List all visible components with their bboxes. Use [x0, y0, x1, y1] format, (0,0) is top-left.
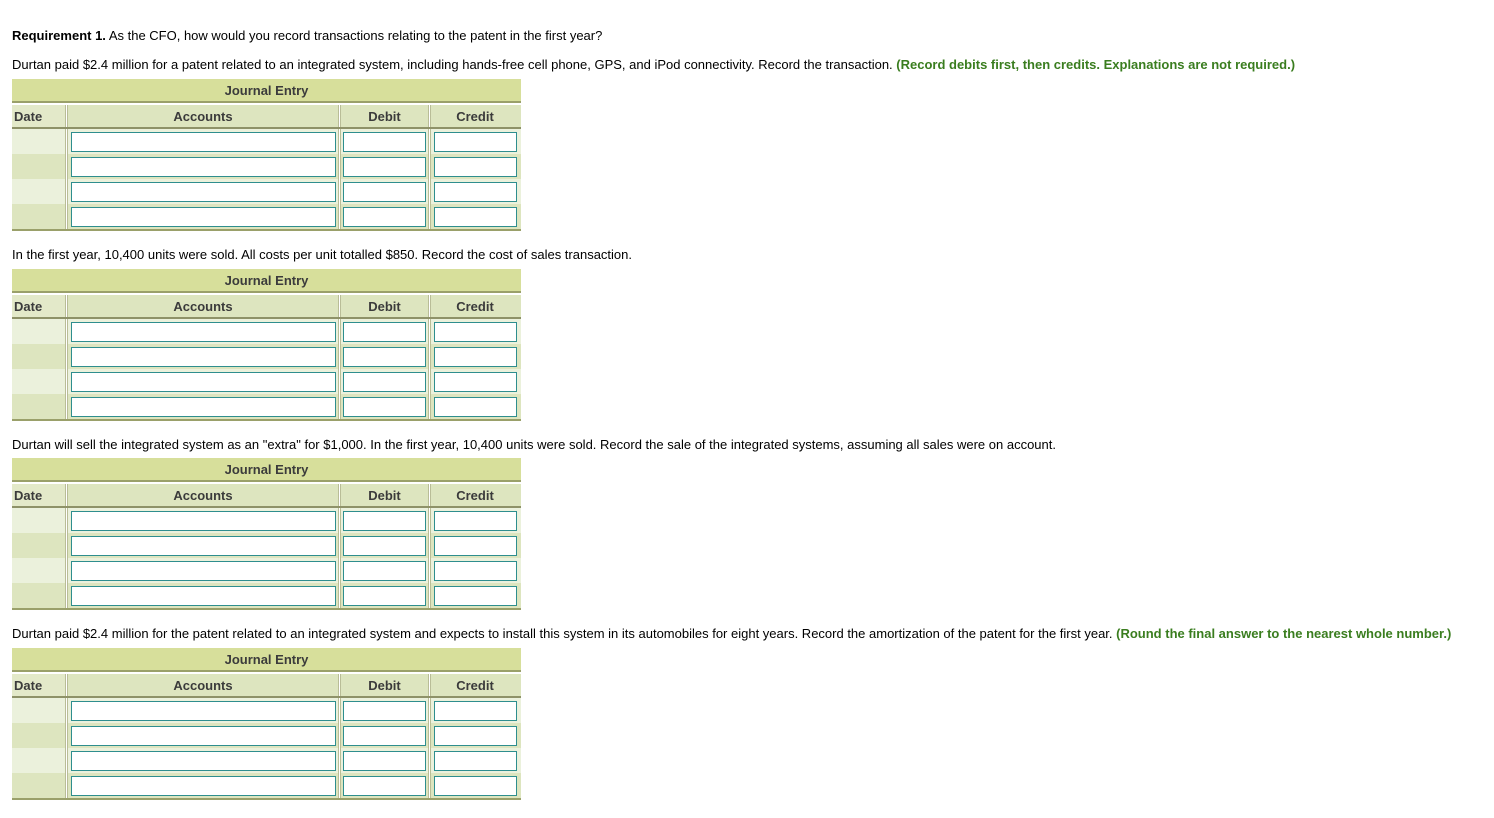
requirement-heading	[12, 28, 602, 44]
debit-cell	[341, 583, 428, 608]
credit-input[interactable]	[434, 726, 517, 746]
col-accounts-header: Accounts	[173, 109, 233, 124]
credit-input[interactable]	[434, 776, 517, 796]
prompt-2	[12, 247, 632, 263]
credit-cell	[431, 319, 519, 344]
date-cell[interactable]	[12, 369, 65, 394]
credit-input[interactable]	[434, 372, 517, 392]
debit-input[interactable]	[343, 726, 426, 746]
account-input[interactable]	[71, 157, 336, 177]
journal-row	[12, 723, 521, 748]
journal-row	[12, 583, 521, 608]
credit-input[interactable]	[434, 207, 517, 227]
col-credit-header: Credit	[456, 109, 494, 124]
debit-cell	[341, 723, 428, 748]
credit-cell	[431, 394, 519, 419]
account-cell	[68, 583, 338, 608]
col-debit-header: Debit	[368, 299, 401, 314]
credit-cell	[431, 723, 519, 748]
date-cell[interactable]	[12, 533, 65, 558]
credit-cell	[431, 508, 519, 533]
journal-entry-table-4	[12, 648, 521, 800]
col-debit-header: Debit	[368, 678, 401, 693]
journal-entry-table-3	[12, 458, 521, 610]
journal-entry-table-1	[12, 79, 521, 231]
account-input[interactable]	[71, 372, 336, 392]
credit-cell	[431, 748, 519, 773]
credit-cell	[431, 154, 519, 179]
col-date-header: Date	[12, 674, 65, 696]
credit-cell	[431, 773, 519, 798]
account-cell	[68, 533, 338, 558]
journal-row	[12, 154, 521, 179]
date-cell[interactable]	[12, 319, 65, 344]
debit-input[interactable]	[343, 207, 426, 227]
journal-row	[12, 319, 521, 344]
journal-row	[12, 369, 521, 394]
account-cell	[68, 394, 338, 419]
credit-cell	[431, 583, 519, 608]
account-input[interactable]	[71, 347, 336, 367]
account-input[interactable]	[71, 132, 336, 152]
debit-input[interactable]	[343, 322, 426, 342]
account-cell	[68, 723, 338, 748]
account-input[interactable]	[71, 536, 336, 556]
date-cell[interactable]	[12, 723, 65, 748]
account-input[interactable]	[71, 561, 336, 581]
debit-cell	[341, 748, 428, 773]
account-input[interactable]	[71, 397, 336, 417]
credit-cell	[431, 369, 519, 394]
journal-entry-title: Journal Entry	[12, 458, 521, 482]
debit-input[interactable]	[343, 347, 426, 367]
account-cell	[68, 344, 338, 369]
date-cell[interactable]	[12, 698, 65, 723]
debit-cell	[341, 204, 428, 229]
journal-row	[12, 204, 521, 229]
account-input[interactable]	[71, 182, 336, 202]
debit-cell	[341, 508, 428, 533]
account-cell	[68, 558, 338, 583]
journal-row	[12, 698, 521, 723]
col-credit-header: Credit	[456, 678, 494, 693]
credit-cell	[431, 129, 519, 154]
col-credit-header: Credit	[456, 299, 494, 314]
account-cell	[68, 204, 338, 229]
account-input[interactable]	[71, 322, 336, 342]
journal-row	[12, 394, 521, 419]
account-cell	[68, 369, 338, 394]
journal-entry-title: Journal Entry	[12, 79, 521, 103]
account-cell	[68, 129, 338, 154]
col-date-header: Date	[12, 295, 65, 317]
credit-input[interactable]	[434, 701, 517, 721]
debit-cell	[341, 698, 428, 723]
journal-row	[12, 508, 521, 533]
journal-header-row	[12, 295, 521, 319]
credit-input[interactable]	[434, 536, 517, 556]
col-credit-header: Credit	[456, 488, 494, 503]
col-accounts-header: Accounts	[173, 678, 233, 693]
credit-input[interactable]	[434, 182, 517, 202]
account-cell	[68, 773, 338, 798]
date-cell[interactable]	[12, 154, 65, 179]
debit-input[interactable]	[343, 372, 426, 392]
account-cell	[68, 508, 338, 533]
prompt-3	[12, 437, 1056, 453]
journal-entry-table-2	[12, 269, 521, 421]
credit-input[interactable]	[434, 347, 517, 367]
debit-input[interactable]	[343, 586, 426, 606]
journal-row	[12, 129, 521, 154]
date-cell[interactable]	[12, 748, 65, 773]
debit-cell	[341, 558, 428, 583]
account-input[interactable]	[71, 511, 336, 531]
account-cell	[68, 698, 338, 723]
account-input[interactable]	[71, 207, 336, 227]
journal-header-row	[12, 105, 521, 129]
debit-input[interactable]	[343, 397, 426, 417]
credit-input[interactable]	[434, 511, 517, 531]
journal-row	[12, 179, 521, 204]
prompt-4	[12, 626, 1451, 642]
journal-row	[12, 558, 521, 583]
journal-header-row	[12, 484, 521, 508]
debit-input[interactable]	[343, 182, 426, 202]
date-cell[interactable]	[12, 508, 65, 533]
date-cell[interactable]	[12, 583, 65, 608]
credit-cell	[431, 344, 519, 369]
requirement-text: As the CFO, how would you record transactions relating to the patent in the first year?	[105, 28, 603, 43]
col-accounts-header: Accounts	[173, 299, 233, 314]
account-cell	[68, 154, 338, 179]
debit-cell	[341, 319, 428, 344]
journal-row	[12, 773, 521, 798]
col-date-header: Date	[12, 484, 65, 506]
account-input[interactable]	[71, 586, 336, 606]
credit-input[interactable]	[434, 132, 517, 152]
date-cell[interactable]	[12, 129, 65, 154]
credit-input[interactable]	[434, 751, 517, 771]
prompt-2-text: In the first year, 10,400 units were sold. All costs per unit totalled $850. Record the cost of sales transaction.	[12, 247, 633, 262]
account-cell	[68, 319, 338, 344]
prompt-1-text: Durtan paid $2.4 million for a patent related to an integrated system, including hands-free cell phone, GPS, and iPod connectivity. Record the transaction.	[12, 57, 897, 72]
debit-input[interactable]	[343, 536, 426, 556]
credit-cell	[431, 558, 519, 583]
debit-input[interactable]	[343, 132, 426, 152]
prompt-3-text: Durtan will sell the integrated system as an "extra" for $1,000. In the first year, 10,400 units were sold. Record the sale of the integrated systems, assuming all sales were on account.	[12, 437, 1056, 452]
debit-cell	[341, 129, 428, 154]
prompt-1	[12, 57, 1295, 73]
debit-cell	[341, 344, 428, 369]
account-cell	[68, 179, 338, 204]
date-cell[interactable]	[12, 204, 65, 229]
account-input[interactable]	[71, 751, 336, 771]
debit-cell	[341, 773, 428, 798]
debit-input[interactable]	[343, 751, 426, 771]
date-cell[interactable]	[12, 773, 65, 798]
journal-header-row	[12, 674, 521, 698]
prompt-4-text: Durtan paid $2.4 million for the patent related to an integrated system and expects to install this system in its automobiles for eight years. Record the amortization of the patent for the first year.	[12, 626, 1117, 641]
journal-entry-title: Journal Entry	[12, 648, 521, 672]
credit-cell	[431, 179, 519, 204]
debit-input[interactable]	[343, 776, 426, 796]
date-cell[interactable]	[12, 558, 65, 583]
debit-cell	[341, 394, 428, 419]
credit-input[interactable]	[434, 561, 517, 581]
credit-input[interactable]	[434, 586, 517, 606]
credit-cell	[431, 698, 519, 723]
date-cell[interactable]	[12, 394, 65, 419]
debit-input[interactable]	[343, 511, 426, 531]
credit-input[interactable]	[434, 397, 517, 417]
credit-cell	[431, 204, 519, 229]
debit-input[interactable]	[343, 701, 426, 721]
debit-cell	[341, 179, 428, 204]
requirement-label: Requirement 1.	[12, 28, 106, 43]
col-debit-header: Debit	[368, 488, 401, 503]
date-cell[interactable]	[12, 179, 65, 204]
col-debit-header: Debit	[368, 109, 401, 124]
date-cell[interactable]	[12, 344, 65, 369]
credit-input[interactable]	[434, 157, 517, 177]
account-input[interactable]	[71, 701, 336, 721]
prompt-1-hint: (Record debits first, then credits. Explanations are not required.)	[896, 57, 1296, 72]
col-date-header: Date	[12, 105, 65, 127]
journal-row	[12, 344, 521, 369]
account-input[interactable]	[71, 776, 336, 796]
debit-input[interactable]	[343, 561, 426, 581]
col-accounts-header: Accounts	[173, 488, 233, 503]
journal-entry-title: Journal Entry	[12, 269, 521, 293]
debit-cell	[341, 154, 428, 179]
debit-cell	[341, 533, 428, 558]
debit-cell	[341, 369, 428, 394]
journal-row	[12, 748, 521, 773]
credit-input[interactable]	[434, 322, 517, 342]
account-cell	[68, 748, 338, 773]
prompt-4-hint: (Round the final answer to the nearest whole number.)	[1116, 626, 1452, 641]
journal-row	[12, 533, 521, 558]
account-input[interactable]	[71, 726, 336, 746]
debit-input[interactable]	[343, 157, 426, 177]
credit-cell	[431, 533, 519, 558]
